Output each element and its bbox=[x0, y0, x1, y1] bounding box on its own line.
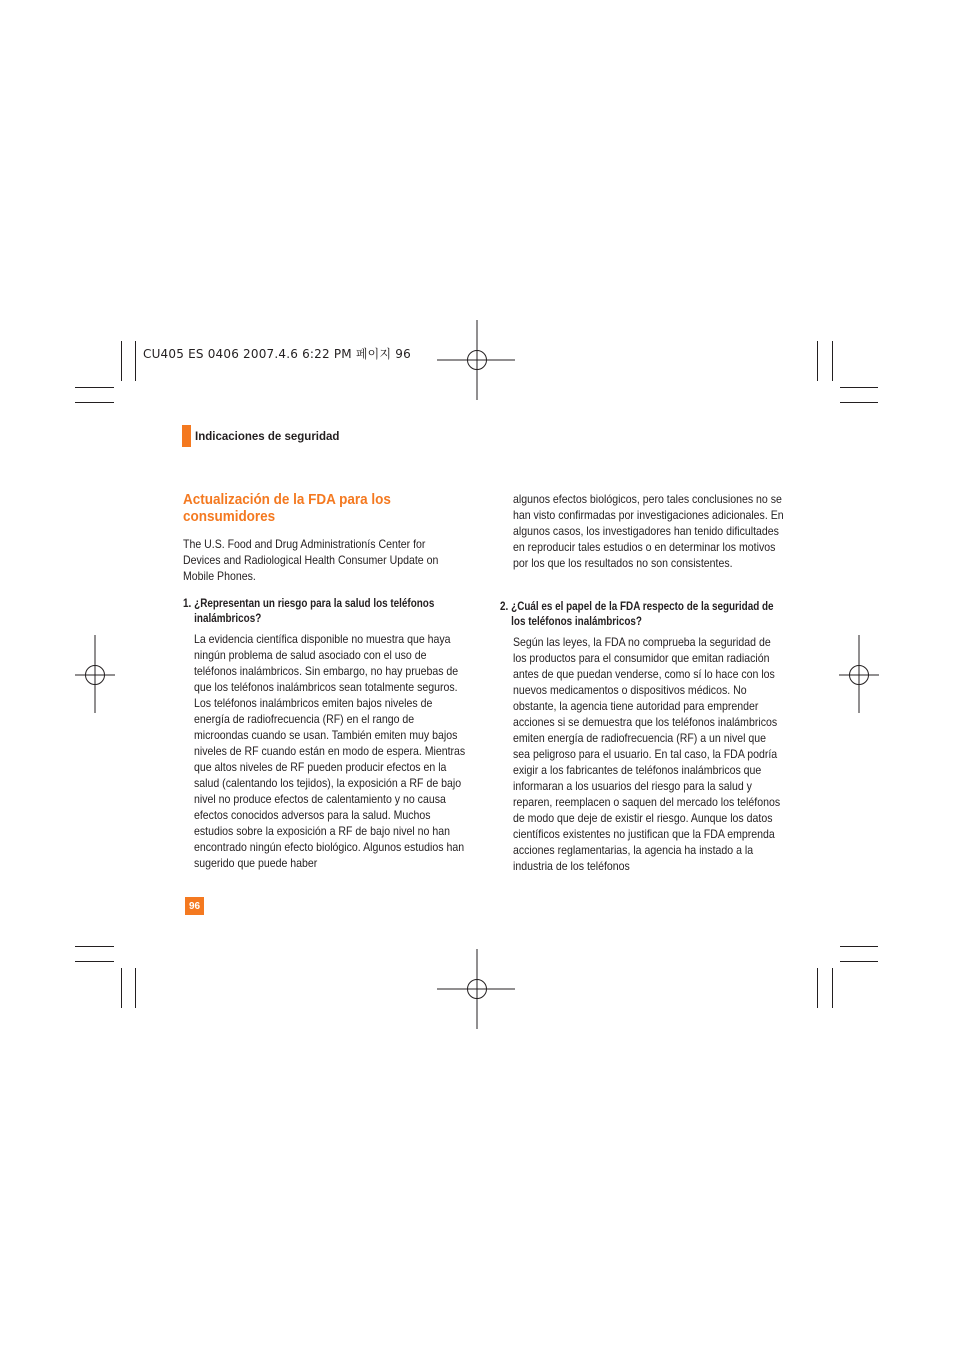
crop-line bbox=[840, 387, 878, 388]
crop-line bbox=[75, 961, 114, 962]
registration-mark-icon bbox=[437, 949, 517, 1029]
article-heading: Actualización de la FDA para los consumidores bbox=[183, 492, 391, 525]
question-text: ¿Cuál es el papel de la FDA respecto de la seguridad de los teléfonos inalámbricos? bbox=[511, 601, 774, 628]
question-text: ¿Representan un riesgo para la salud los teléfonos inalámbricos? bbox=[194, 598, 435, 625]
registration-mark-icon bbox=[55, 635, 135, 715]
question-1-title bbox=[183, 597, 458, 627]
section-title: Indicaciones de seguridad bbox=[195, 431, 340, 443]
crop-line bbox=[840, 961, 878, 962]
crop-line bbox=[121, 341, 122, 381]
question-1-body-continued: algunos efectos biológicos, pero tales conclusiones no se han visto confirmadas por investigaciones adicionales. En algunos casos, los investigadores han tenido dificultades en reproducir tales estudios o en determinar los motivos por los que los resultados no son consistentes. bbox=[513, 492, 784, 570]
question-2-body: Según las leyes, la FDA no comprueba la seguridad de los productos para el consumidor que emitan radiación antes de que puedan venderse, como sí lo hace con los nuevos medicamentos o dispositivos médicos. No obstante, la agencia tiene autoridad para emprender acciones si se demuestra que los teléfonos inalámbricos emiten energía de radiofrecuencia (RF) a un nivel que sea peligroso para el usuario. En tal caso, la FDA podría exigir a los fabricantes de teléfonos inalámbricos que informaran a los usuarios del riesgo para la salud y reparen, reemplacen o saquen del mercado los teléfonos de modo que deje de existir el riesgo. Aunque los datos científicos existentes no justifican que la FDA emprenda acciones reglamentarias, la agencia ha instado a la industria de los teléfonos bbox=[513, 635, 781, 873]
question-1-body: La evidencia científica disponible no muestra que haya ningún problema de salud asociado con el uso de teléfonos inalámbricos. Sin embargo, no hay pruebas de que los teléfonos inalámbricos sean totalmente seguros. Los teléfonos inalámbricos emiten bajos niveles de energía de radiofrecuencia (RF) en el rango de microondas cuando se usan. También emiten muy bajos niveles de RF cuando están en modo de espera. Mientras que altos niveles de RF pueden producir efectos en la salud (calentando los tejidos), la exposición a RF de bajo nivel no produce efectos de calentamiento y no causa efectos conocidos adversos para la salud. Muchos estudios sobre la exposición a RF de bajo nivel no han encontrado ningún efecto biológico. Algunos estudios han sugerido que puede haber bbox=[194, 632, 466, 870]
crop-line bbox=[75, 402, 114, 403]
crop-line bbox=[75, 387, 114, 388]
crop-line bbox=[832, 968, 833, 1008]
crop-line bbox=[840, 402, 878, 403]
print-slug: CU405 ES 0406 2007.4.6 6:22 PM 페이지 96 bbox=[143, 347, 411, 361]
question-number: 1. bbox=[183, 598, 192, 610]
section-marker bbox=[182, 425, 191, 447]
article-intro: The U.S. Food and Drug Administrationís Center for Devices and Radiological Health Consumer Update on Mobile Phones. bbox=[183, 537, 439, 583]
crop-line bbox=[840, 946, 878, 947]
question-number: 2. bbox=[500, 601, 509, 613]
crop-line bbox=[817, 341, 818, 381]
question-2-title bbox=[500, 600, 775, 630]
crop-line bbox=[135, 341, 136, 381]
page-number: 96 bbox=[185, 897, 204, 915]
crop-line bbox=[121, 968, 122, 1008]
crop-line bbox=[832, 341, 833, 381]
registration-mark-icon bbox=[819, 635, 899, 715]
crop-line bbox=[135, 968, 136, 1008]
crop-line bbox=[817, 968, 818, 1008]
registration-mark-icon bbox=[437, 320, 517, 400]
crop-line bbox=[75, 946, 114, 947]
